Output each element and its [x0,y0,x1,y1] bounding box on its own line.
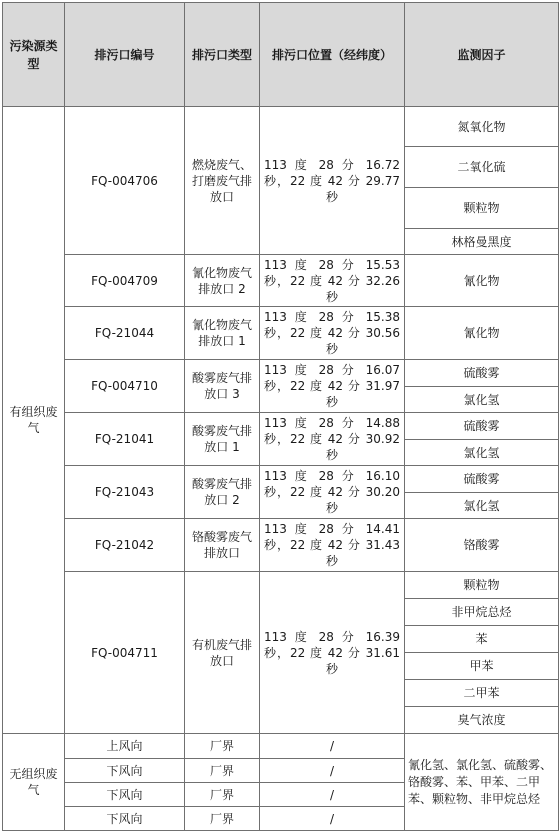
unorganized-factors: 氰化氢、氯化氢、硫酸雾、铬酸雾、苯、甲苯、二甲苯、颗粒物、非甲烷总烃 [405,734,559,831]
outlet-type: 厂界 [185,734,260,759]
outlet-type: 氰化物废气排放口 2 [185,255,260,307]
table-row [3,466,559,493]
factor: 颗粒物 [405,188,559,229]
outlet-type: 氰化物废气排放口 1 [185,307,260,360]
outlet-location: / [260,734,405,759]
outlet-id: FQ-21042 [65,519,185,572]
table-row [3,255,559,307]
factor: 颗粒物 [405,572,559,599]
table-row [3,734,559,759]
unorganized-label: 无组织废气 [3,734,65,831]
outlet-location: / [260,783,405,807]
outlet-id: FQ-004710 [65,360,185,413]
outlet-type: 厂界 [185,759,260,783]
factor: 氯化氢 [405,440,559,466]
monitoring-table [2,2,559,734]
header-factors: 监测因子 [405,3,559,107]
outlet-type: 铬酸雾废气排放口 [185,519,260,572]
factor: 二甲苯 [405,680,559,707]
outlet-type: 酸雾废气排放口 1 [185,413,260,466]
outlet-type: 厂界 [185,807,260,831]
factor: 硫酸雾 [405,360,559,387]
factor: 铬酸雾 [405,519,559,572]
outlet-location: 113 度 28 分 16.10 秒，22 度 42 分 30.20 秒 [260,466,405,519]
factor: 苯 [405,626,559,653]
organized-label: 有组织废气 [3,107,65,734]
header-outlet-type: 排污口类型 [185,3,260,107]
outlet-id: FQ-004711 [65,572,185,734]
table-row [3,307,559,360]
table-row [3,360,559,387]
outlet-location: / [260,807,405,831]
factor: 氮氧化物 [405,107,559,147]
unorganized-table [2,733,559,831]
factor: 氯化氢 [405,387,559,413]
outlet-id: FQ-21044 [65,307,185,360]
factor: 二氧化硫 [405,147,559,188]
outlet-location: 113 度 28 分 16.07 秒，22 度 42 分 31.97 秒 [260,360,405,413]
factor: 非甲烷总烃 [405,599,559,626]
outlet-location: 113 度 28 分 14.88 秒，22 度 42 分 30.92 秒 [260,413,405,466]
header-outlet-id: 排污口编号 [65,3,185,107]
factor: 林格曼黑度 [405,229,559,255]
table-row [3,572,559,599]
outlet-id: FQ-21041 [65,413,185,466]
outlet-type: 酸雾废气排放口 3 [185,360,260,413]
outlet-location: 113 度 28 分 14.41 秒，22 度 42 分 31.43 秒 [260,519,405,572]
monitor-point: 下风向 [65,783,185,807]
outlet-location: 113 度 28 分 16.39 秒，22 度 42 分 31.61 秒 [260,572,405,734]
monitor-point: 下风向 [65,807,185,831]
outlet-id: FQ-21043 [65,466,185,519]
factor: 臭气浓度 [405,707,559,734]
outlet-id: FQ-004706 [65,107,185,255]
outlet-id: FQ-004709 [65,255,185,307]
factor: 氰化物 [405,307,559,360]
factor: 硫酸雾 [405,466,559,493]
monitor-point: 上风向 [65,734,185,759]
outlet-type: 有机废气排放口 [185,572,260,734]
table-row [3,413,559,440]
factor: 甲苯 [405,653,559,680]
outlet-type: 厂界 [185,783,260,807]
outlet-type: 酸雾废气排放口 2 [185,466,260,519]
factor: 硫酸雾 [405,413,559,440]
outlet-type: 燃烧废气、打磨废气排放口 [185,107,260,255]
table-header-row [3,3,559,107]
header-outlet-location: 排污口位置（经纬度） [260,3,405,107]
header-source-type: 污染源类型 [3,3,65,107]
table-row [3,519,559,572]
factor: 氰化物 [405,255,559,307]
monitor-point: 下风向 [65,759,185,783]
outlet-location: 113 度 28 分 15.53 秒，22 度 42 分 32.26 秒 [260,255,405,307]
outlet-location: / [260,759,405,783]
outlet-location: 113 度 28 分 16.72 秒，22 度 42 分 29.77 秒 [260,107,405,255]
factor: 氯化氢 [405,493,559,519]
table-row [3,107,559,147]
outlet-location: 113 度 28 分 15.38 秒，22 度 42 分 30.56 秒 [260,307,405,360]
